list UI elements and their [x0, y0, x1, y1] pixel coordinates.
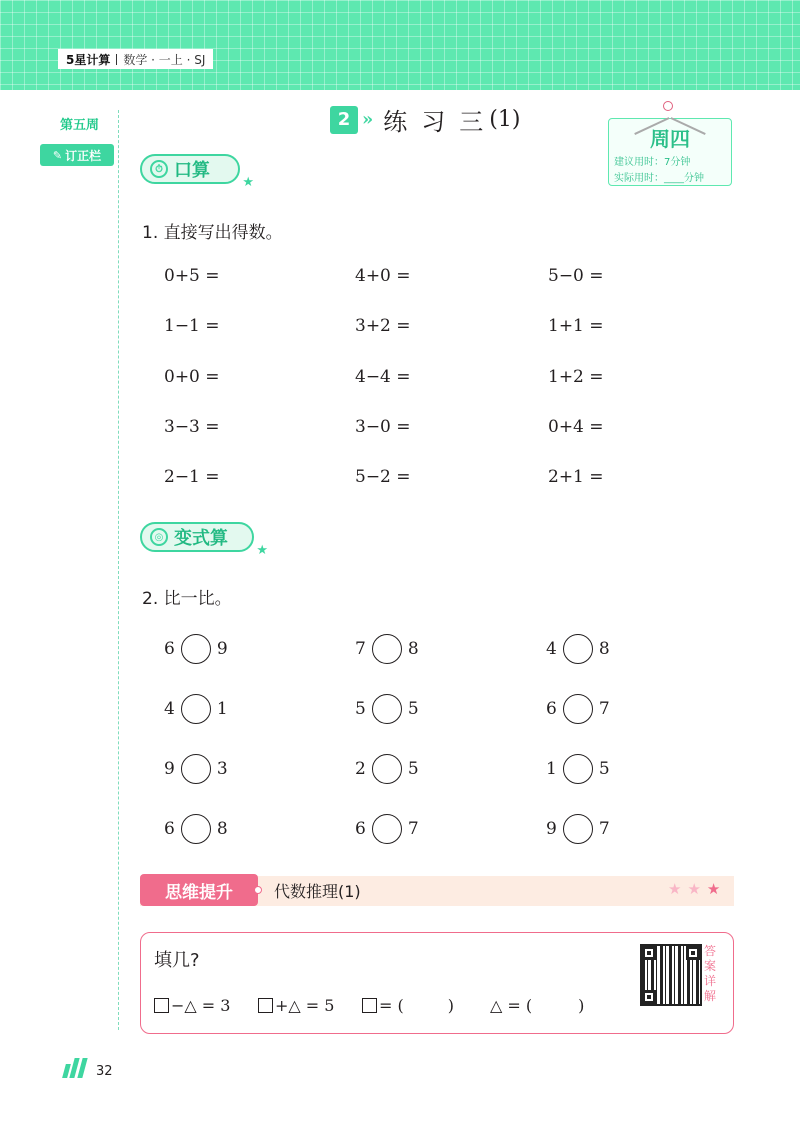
qr-finder [642, 946, 656, 960]
equation-close: ) [578, 996, 585, 1015]
equation-2 [258, 996, 334, 1015]
connector-dot [254, 886, 262, 894]
equation-4 [490, 996, 584, 1015]
comparison-problem [546, 754, 610, 784]
tag-divider [116, 54, 117, 65]
comparison-circle[interactable] [372, 694, 402, 724]
comparison-problem [164, 754, 228, 784]
qr-finder [686, 946, 700, 960]
comparison-circle[interactable] [181, 754, 211, 784]
right-number: 7 [407, 819, 419, 839]
right-number: 3 [216, 759, 228, 779]
difficulty-stars [668, 880, 726, 898]
thinking-subtitle: 代数推理(1) [274, 882, 361, 901]
question-1-prompt: 1. 直接写出得数。 [142, 223, 283, 243]
left-number: 6 [355, 819, 366, 839]
square-blank[interactable] [362, 998, 377, 1013]
margin-divider [118, 110, 119, 1030]
arithmetic-problem: 3+2 = [355, 316, 411, 336]
answer-explanation-label: 答案详解 [704, 944, 717, 1003]
comparison-problem [546, 814, 610, 844]
comparison-circle[interactable] [372, 634, 402, 664]
arithmetic-problem: 5−0 = [548, 266, 604, 286]
section-label: 口算 [174, 160, 210, 181]
comparison-problem [355, 694, 419, 724]
comparison-circle[interactable] [563, 694, 593, 724]
weekday: 周四 [650, 127, 690, 151]
arithmetic-problem: 4−4 = [355, 367, 411, 387]
equation-text: = ( [379, 996, 404, 1015]
equation-text: −△ = 3 [171, 996, 231, 1015]
book-subject: 数学 · 一上 · SJ [123, 52, 206, 67]
pin-icon [663, 101, 673, 111]
lesson-part: (1) [489, 107, 521, 132]
book-brand: 5星计算 [66, 52, 111, 67]
right-number: 1 [216, 699, 228, 719]
comparison-problem [164, 634, 228, 664]
left-number: 2 [355, 759, 366, 779]
arithmetic-problem: 2+1 = [548, 467, 604, 487]
left-number: 4 [164, 699, 175, 719]
right-number: 8 [216, 819, 228, 839]
lesson-number: 2 [330, 106, 358, 134]
right-number: 5 [407, 759, 419, 779]
arithmetic-problem: 2−1 = [164, 467, 220, 487]
section-variant-calc [140, 522, 268, 558]
comparison-circle[interactable] [372, 814, 402, 844]
left-number: 9 [546, 819, 557, 839]
arithmetic-problem: 5−2 = [355, 467, 411, 487]
arithmetic-problem: 1+1 = [548, 316, 604, 336]
comparison-circle[interactable] [181, 634, 211, 664]
comparison-circle[interactable] [563, 814, 593, 844]
actual-time: 实际用时：____分钟 [614, 173, 704, 184]
left-number: 9 [164, 759, 175, 779]
qr-code[interactable] [640, 944, 702, 1006]
section-label: 变式算 [174, 528, 228, 549]
thinking-tag: 思维提升 [140, 874, 258, 906]
target-icon: ◎ [150, 528, 168, 546]
comparison-circle[interactable] [563, 634, 593, 664]
section-oral-calc [140, 154, 254, 190]
correction-label: 订正栏 [65, 148, 102, 163]
arithmetic-problem: 3−0 = [355, 417, 411, 437]
arithmetic-problem: 0+0 = [164, 367, 220, 387]
equation-3 [362, 996, 454, 1015]
comparison-circle[interactable] [181, 694, 211, 724]
chevron-right-icon: » [362, 109, 374, 130]
lesson-title: 练习三 [383, 108, 498, 136]
pencil-icon: ✎ [52, 148, 63, 162]
square-blank[interactable] [258, 998, 273, 1013]
day-card [608, 118, 732, 186]
square-blank[interactable] [154, 998, 169, 1013]
left-number: 6 [546, 699, 557, 719]
equation-text: +△ = 5 [275, 996, 335, 1015]
comparison-problem [546, 634, 610, 664]
suggested-time: 建议用时：7分钟 [614, 157, 691, 168]
star-icon: ★ [242, 175, 254, 190]
left-number: 5 [355, 699, 366, 719]
comparison-problem [164, 814, 228, 844]
equation-text: △ = ( [490, 996, 533, 1015]
left-number: 1 [546, 759, 557, 779]
equation-1 [154, 996, 230, 1015]
comparison-problem [164, 694, 228, 724]
comparison-problem [355, 754, 419, 784]
puzzle-title: 填几? [154, 950, 200, 971]
stopwatch-icon: ⏱ [150, 160, 168, 178]
comparison-problem [355, 814, 419, 844]
comparison-circle[interactable] [372, 754, 402, 784]
star-icon: ★ [668, 880, 688, 898]
qr-finder [642, 990, 656, 1004]
week-label: 第五周 [60, 118, 100, 133]
right-number: 7 [598, 819, 610, 839]
star-icon: ★ [687, 880, 707, 898]
correction-column-badge [40, 144, 114, 166]
right-number: 8 [598, 639, 610, 659]
question-2-prompt: 2. 比一比。 [142, 589, 232, 609]
comparison-circle[interactable] [563, 754, 593, 784]
book-logo-icon [64, 1058, 85, 1078]
arithmetic-problem: 1+2 = [548, 367, 604, 387]
right-number: 9 [216, 639, 228, 659]
arithmetic-problem: 0+4 = [548, 417, 604, 437]
book-tag [58, 49, 213, 69]
star-icon: ★ [706, 880, 727, 898]
star-icon: ★ [256, 543, 268, 558]
equation-close: ) [447, 996, 454, 1015]
right-number: 7 [598, 699, 610, 719]
right-number: 5 [407, 699, 419, 719]
comparison-problem [355, 634, 419, 664]
comparison-circle[interactable] [181, 814, 211, 844]
right-number: 8 [407, 639, 419, 659]
arithmetic-problem: 0+5 = [164, 266, 220, 286]
comparison-problem [546, 694, 610, 724]
left-number: 7 [355, 639, 366, 659]
right-number: 5 [598, 759, 610, 779]
left-number: 6 [164, 639, 175, 659]
arithmetic-problem: 3−3 = [164, 417, 220, 437]
arithmetic-problem: 4+0 = [355, 266, 411, 286]
left-number: 6 [164, 819, 175, 839]
arithmetic-problem: 1−1 = [164, 316, 220, 336]
page-number: 32 [96, 1064, 113, 1079]
left-number: 4 [546, 639, 557, 659]
page-title [330, 102, 520, 137]
page-header [0, 0, 800, 90]
